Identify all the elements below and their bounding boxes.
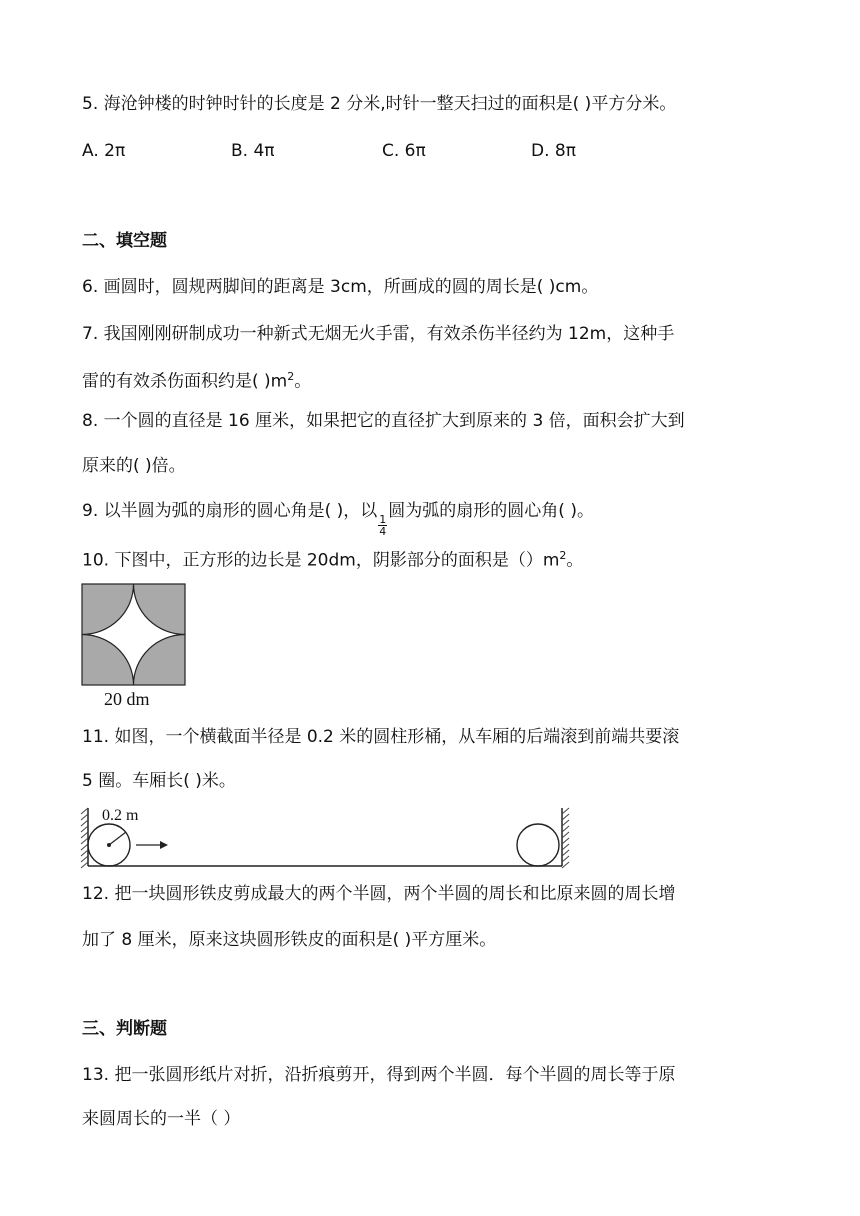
question-8-line-2: 原来的( )倍。	[82, 456, 186, 476]
figure-side-label: 20 dm	[104, 689, 150, 709]
question-7-line-2	[82, 366, 311, 393]
question-7-line-1: 7. 我国刚刚研制成功一种新式无烟无火手雷，有效杀伤半径约为 12m，这种手	[82, 324, 675, 344]
question-12-line-1: 12. 把一块圆形铁皮剪成最大的两个半圆，两个半圆的周长和比原来圆的周长增	[82, 884, 676, 904]
question-8-line-1: 8. 一个圆的直径是 16 厘米，如果把它的直径扩大到原来的 3 倍，面积会扩大到	[82, 411, 685, 431]
question-9-text	[82, 500, 594, 537]
question-9-post: 圆为弧的扇形的圆心角( )。	[388, 501, 594, 521]
question-5-option-c: C. 6π	[382, 141, 426, 161]
left-wall-hatching	[81, 808, 88, 868]
question-10-end: 。	[566, 550, 584, 571]
question-12-line-2: 加了 8 厘米，原来这块圆形铁皮的面积是( )平方厘米。	[82, 930, 497, 950]
radius-label: 0.2 m	[102, 807, 139, 824]
fraction	[378, 514, 387, 537]
radius-line	[109, 832, 126, 845]
question-5-option-d: D. 8π	[531, 141, 576, 161]
arrow-head	[160, 841, 168, 849]
question-9-pre: 9. 以半圆为弧的扇形的圆心角是( )，以	[82, 501, 378, 521]
question-5-option-b: B. 4π	[231, 141, 275, 161]
question-7-line-2-text: 雷的有效杀伤面积约是( )m	[82, 371, 288, 392]
rolling-barrel-figure	[78, 802, 572, 870]
section-3-heading: 三、判断题	[82, 1019, 167, 1039]
question-10-superscript: 2	[559, 549, 567, 562]
question-10-main: 10. 下图中，正方形的边长是 20dm，阴影部分的面积是（）m	[82, 550, 560, 571]
square-quarter-circles-figure	[81, 583, 187, 687]
section-2-heading: 二、填空题	[82, 231, 167, 251]
fraction-numerator: 1	[379, 513, 387, 526]
question-13-line-2: 来圆周长的一半（ ）	[82, 1109, 241, 1129]
question-6-text: 6. 画圆时，圆规两脚间的距离是 3cm，所画成的圆的周长是( )cm。	[82, 277, 599, 297]
fraction-denominator: 4	[379, 525, 387, 538]
question-7-superscript: 2	[287, 370, 295, 383]
question-11-line-2: 5 圈。车厢长( )米。	[82, 771, 236, 791]
question-5-text: 5. 海沧钟楼的时钟时针的长度是 2 分米,时针一整天扫过的面积是( )平方分米。	[82, 94, 677, 114]
question-7-end: 。	[294, 371, 312, 392]
barrel-end	[517, 824, 559, 866]
question-13-line-1: 13. 把一张圆形纸片对折，沿折痕剪开，得到两个半圆．每个半圆的周长等于原	[82, 1065, 676, 1085]
question-5-option-a: A. 2π	[82, 141, 126, 161]
right-wall-hatching	[562, 808, 569, 868]
question-11-line-1: 11. 如图，一个横截面半径是 0.2 米的圆柱形桶，从车厢的后端滚到前端共要滚	[82, 727, 680, 747]
question-10-text	[82, 545, 583, 572]
